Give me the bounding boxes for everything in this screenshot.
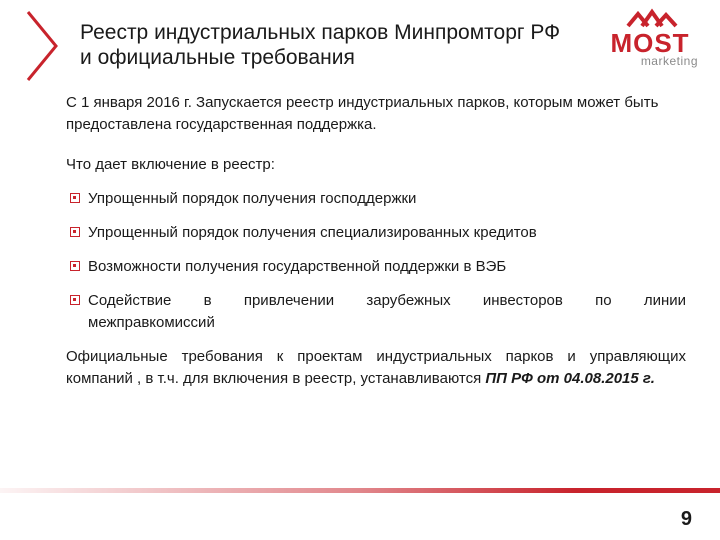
square-bullet-icon	[70, 193, 80, 203]
logo-subtitle: marketing	[640, 54, 698, 68]
list-item-text: Упрощенный порядок получения специализированных кредитов	[88, 224, 537, 241]
benefits-list	[66, 188, 686, 334]
square-bullet-icon	[70, 295, 80, 305]
list-item-text: Упрощенный порядок получения господдержки	[88, 190, 417, 207]
requirements-text: Официальные требования к проектам индустриальных парков и управляющих компаний , в т.ч. для включения в реестр, устанавливаются	[66, 348, 686, 387]
square-bullet-icon	[70, 261, 80, 271]
list-item-text-continued: межправкомиссий	[88, 314, 215, 331]
most-marketing-logo	[598, 6, 702, 70]
list-item	[66, 222, 686, 244]
footer-divider	[0, 488, 720, 493]
list-item	[66, 290, 686, 334]
requirements-reference: ПП РФ от 04.08.2015 г.	[485, 370, 655, 387]
list-item-text: Содействие в привлечении зарубежных инвесторов по линии	[88, 292, 686, 309]
slide-content	[66, 92, 686, 390]
list-item	[66, 188, 686, 210]
slide-title-line1: Реестр индустриальных парков Минпромторг РФ	[80, 21, 561, 44]
benefits-heading: Что дает включение в реестр:	[66, 156, 275, 173]
logo-wordmark: MOST	[610, 28, 690, 58]
slide-title	[80, 20, 580, 70]
chevron-decoration-icon	[22, 8, 62, 84]
square-bullet-icon	[70, 227, 80, 237]
requirements-paragraph	[66, 346, 686, 390]
intro-paragraph: С 1 января 2016 г. Запускается реестр индустриальных парков, которым может быть предоставлена государственная поддержка.	[66, 94, 659, 133]
list-item	[66, 256, 686, 278]
page-number: 9	[680, 508, 692, 530]
slide-title-line2: и официальные требования	[80, 46, 355, 69]
list-item-text: Возможности получения государственной поддержки в ВЭБ	[88, 258, 507, 275]
